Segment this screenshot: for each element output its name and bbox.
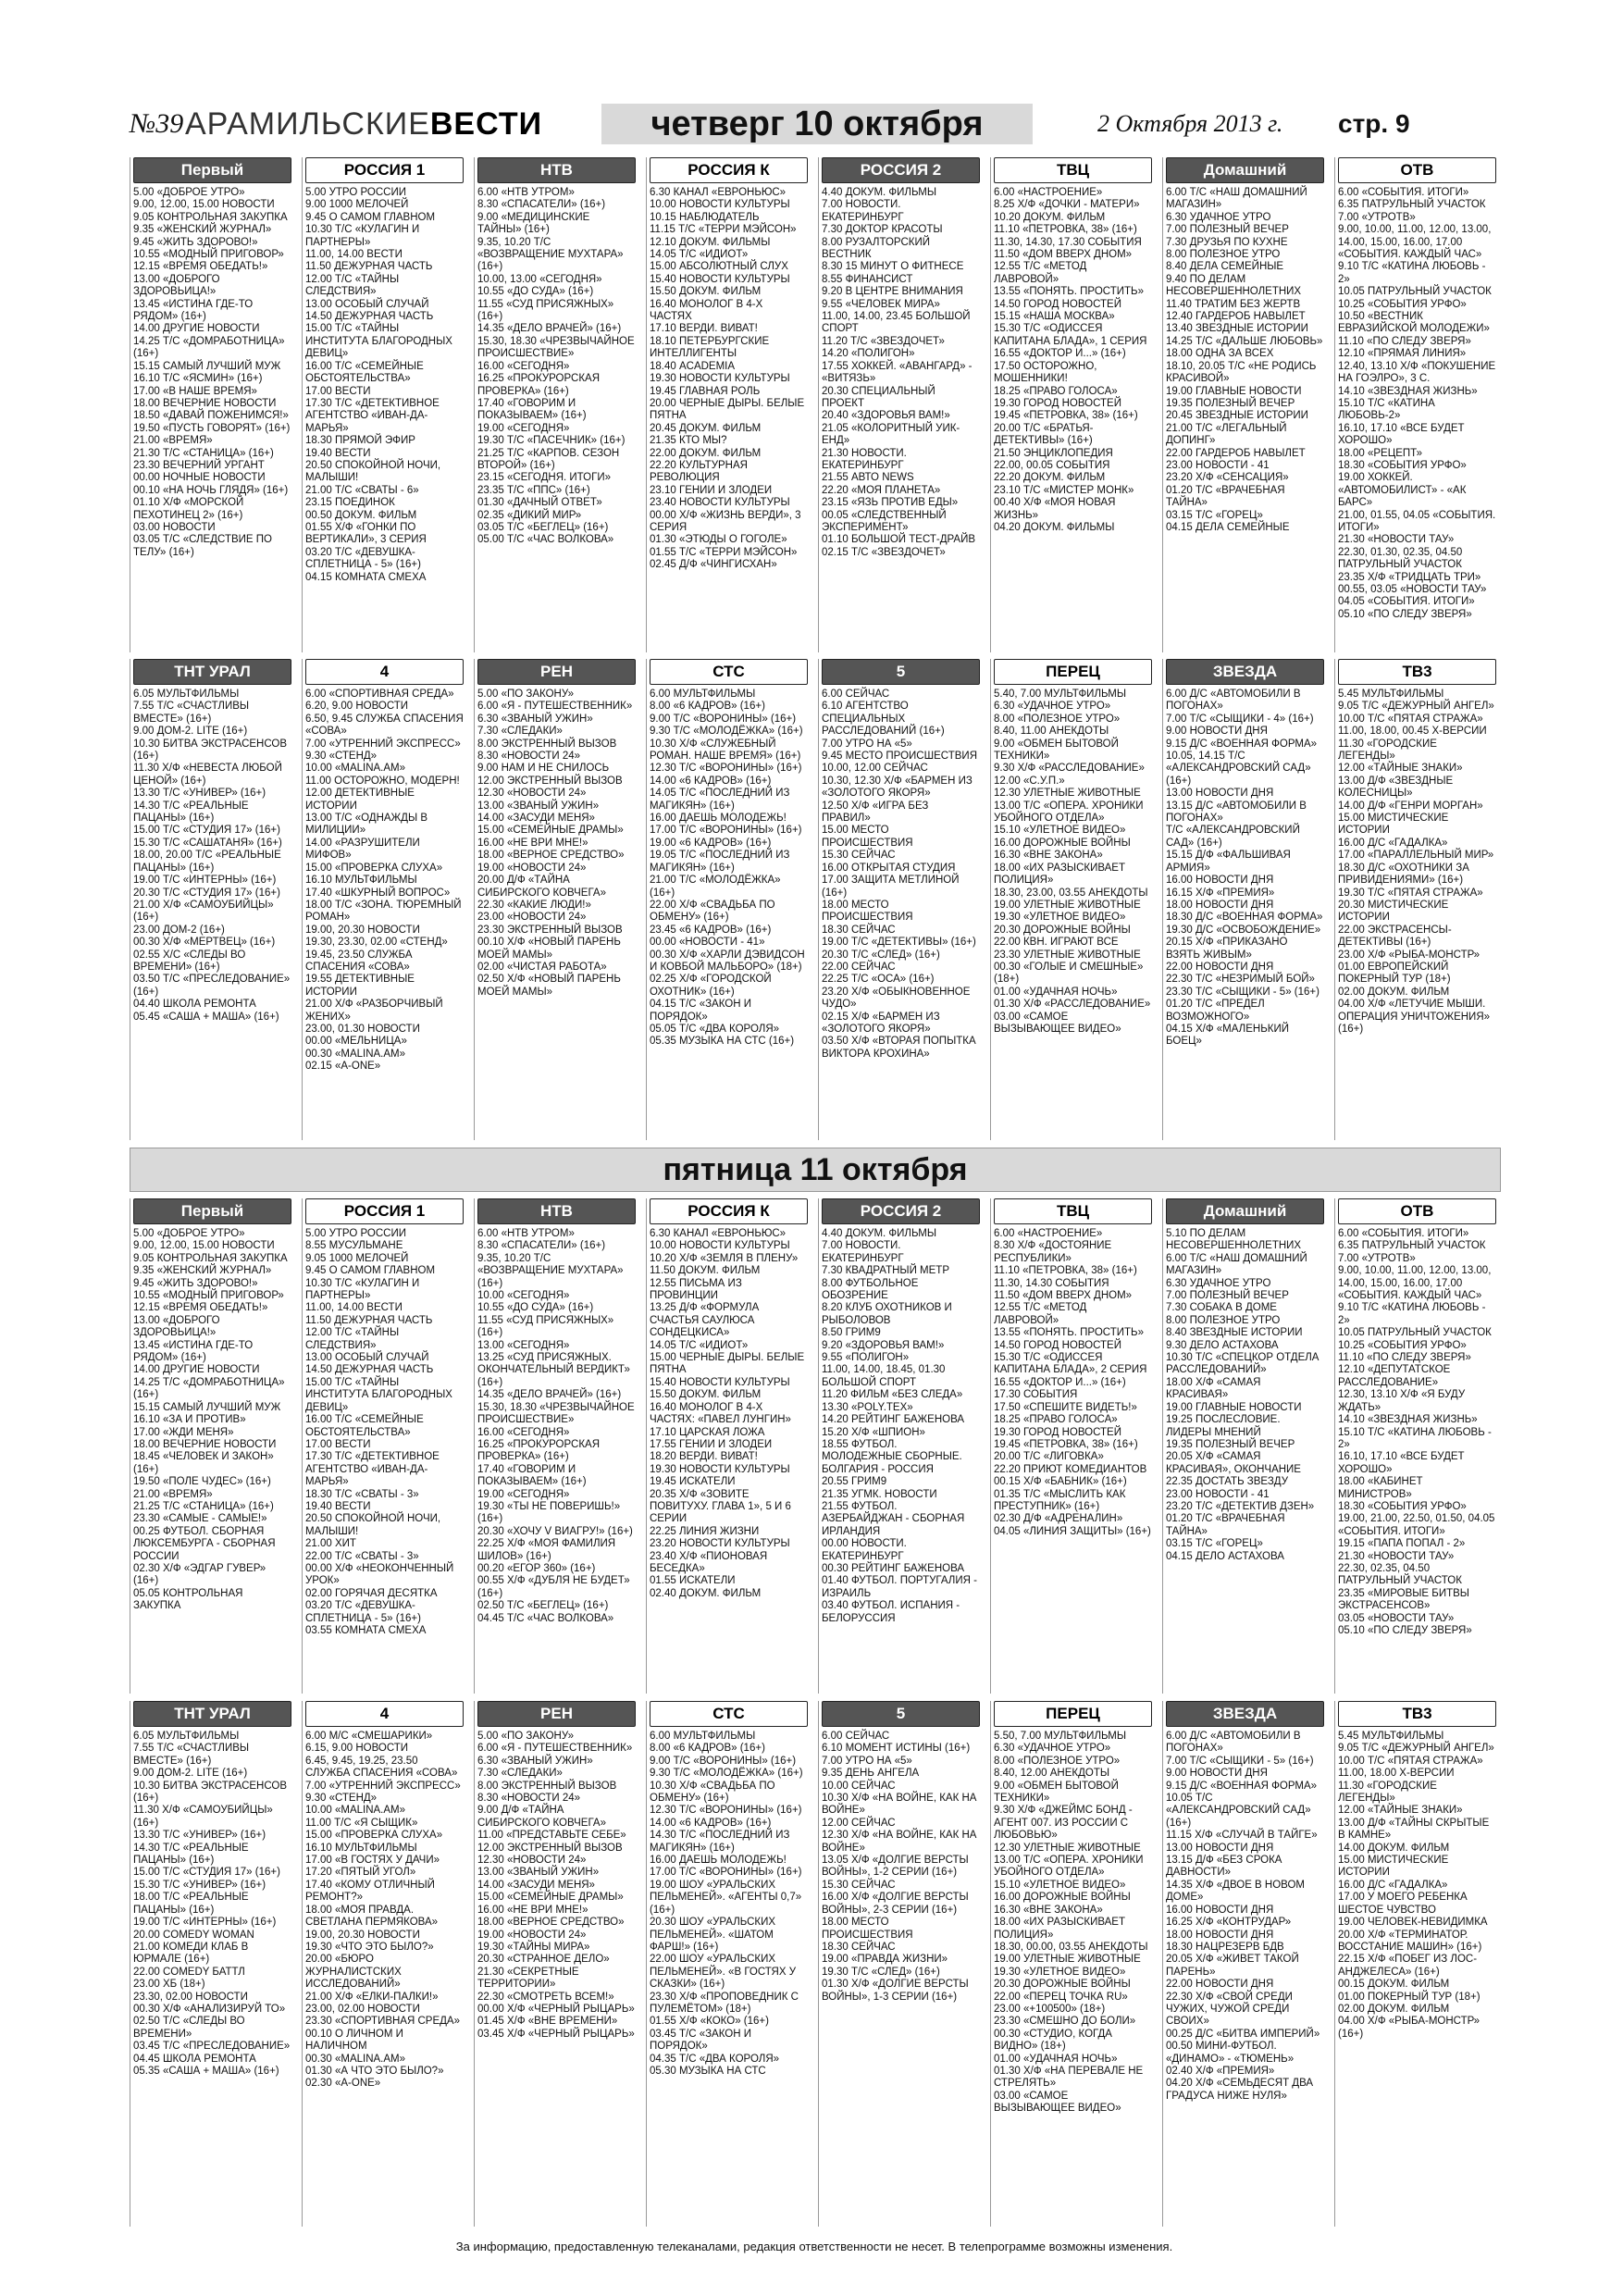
channel-column <box>130 1701 294 2227</box>
channel-logo: 5 <box>822 659 980 685</box>
channel-schedule: 5.00 «ДОБРОЕ УТРО» 9.00, 12.00, 15.00 НОВОСТИ 9.05 КОНТРОЛЬНАЯ ЗАКУПКА 9.35 «ЖЕНСКИЙ ЖУРНАЛ» 9.45 «ЖИТЬ ЗДОРОВО!» 10.55 «МОДНЫЙ ПРИГОВОР» 12.15 «ВРЕМЯ ОБЕДАТЬ!» 13.00 «ДОБРОГО ЗДОРОВЬИЦА!» 13.45 «ИСТИНА ГДЕ-ТО РЯДОМ» (16+) 14.00 ДРУГИЕ НОВОСТИ 14.25 Т/С «ДОМРАБОТНИЦА» (16+) 15.15 САМЫЙ ЛУЧШИЙ МУЖ 16.10 «ЗА И ПРОТИВ» 17.00 «ЖДИ МЕНЯ» 18.00 ВЕЧЕРНИЕ НОВОСТИ 18.45 «ЧЕЛОВЕК И ЗАКОН» (16+) 19.50 «ПОЛЕ ЧУДЕС» (16+) 21.00 «ВРЕМЯ» 21.25 Т/С «СТАНИЦА» (16+) 23.30 «САМЫЕ - САМЫЕ!» 00.25 ФУТБОЛ. СБОРНАЯ ЛЮКСЕМБУРГА - СБОРНАЯ РОССИИ 02.30 Х/Ф «ЭДГАР ГУВЕР» (16+) 05.05 КОНТРОЛЬНАЯ ЗАКУПКА <box>133 1228 288 1612</box>
channel-schedule: 6.00 МУЛЬТФИЛЬМЫ 8.00 «6 КАДРОВ» (16+) 9.00 Т/С «ВОРОНИНЫ» (16+) 9.30 Т/С «МОЛОДЁЖКА» (16+) 10.30 Х/Ф «СЛУЖЕБНЫЙ РОМАН. НАШЕ ВРЕМЯ» (16+) 12.30 Т/С «ВОРОНИНЫ» (16+) 14.00 «6 КАДРОВ» (16+) 14.05 Т/С «ПОСЛЕДНИЙ ИЗ МАГИКЯН» (16+) 16.00 ДАЕШЬ МОЛОДЕЖЬ! 17.00 Т/С «ВОРОНИНЫ» (16+) 19.00 «6 КАДРОВ» (16+) 19.05 Т/С «ПОСЛЕДНИЙ ИЗ МАГИКЯН» (16+) 21.00 Т/С «МОЛОДЁЖКА» (16+) 22.00 Х/Ф «СВАДЬБА ПО ОБМЕНУ» (16+) 23.45 «6 КАДРОВ» (16+) 00.00 «НОВОСТИ - 41» 00.30 Х/Ф «ХАРЛИ ДЭВИДСОН И КОВБОЙ МАЛЬБОРО» (18+) 02.25 Х/Ф «ГОРОДСКОЙ ОХОТНИК» (16+) 04.15 Т/С «ЗАКОН И ПОРЯДОК» 05.05 Т/С «ДВА КОРОЛЯ» 05.35 МУЗЫКА НА СТС (16+) <box>650 689 805 1048</box>
channel-schedule: 5.45 МУЛЬТФИЛЬМЫ 9.05 Т/С «ДЕЖУРНЫЙ АНГЕЛ» 10.00 Т/С «ПЯТАЯ СТРАЖА» 11.00, 18.00 Х-ВЕРСИИ 11.30 «ГОРОДСКИЕ ЛЕГЕНДЫ» 12.00 «ТАЙНЫЕ ЗНАКИ» 13.00 Д/Ф «ТАЙНЫ СКРЫТЫЕ В КАМНЕ» 14.00 ДОКУМ. ФИЛЬМ 15.00 МИСТИЧЕСКИЕ ИСТОРИИ 16.00 Д/С «ГАДАЛКА» 17.00 У МОЕГО РЕБЕНКА ШЕСТОЕ ЧУВСТВО 19.00 ЧЕЛОВЕК-НЕВИДИМКА 20.00 Х/Ф «ТЕРМИНАТОР. ВОССТАНИЕ МАШИН» (16+) 22.15 Х/Ф «ПОБЕГ ИЗ ЛОС-АНДЖЕЛЕСА» (16+) 00.15 ДОКУМ. ФИЛЬМ 01.00 ПОКЕРНЫЙ ТУР (18+) 02.00 ДОКУМ. ФИЛЬМ 04.00 Х/Ф «РЫБА-МОНСТР» (16+) <box>1338 1731 1494 2040</box>
channel-column <box>646 1198 811 1694</box>
channel-logo: ЗВЕЗДА <box>1166 1701 1324 1727</box>
channel-schedule: 5.10 ПО ДЕЛАМ НЕСОВЕРШЕННОЛЕТНИХ 6.00 Т/С «НАШ ДОМАШНИЙ МАГАЗИН» 6.30 УДАЧНОЕ УТРО 7.00 ПОЛЕЗНЫЙ ВЕЧЕР 7.30 СОБАКА В ДОМЕ 8.00 ПОЛЕЗНОЕ УТРО 8.40 ЗВЕЗДНЫЕ ИСТОРИИ 9.30 ДЕЛО АСТАХОВА 10.30 Т/С «СПЕЦКОР ОТДЕЛА РАССЛЕДОВАНИЙ» 18.00 Х/Ф «САМАЯ КРАСИВАЯ» 19.00 ГЛАВНЫЕ НОВОСТИ 19.25 ПОСЛЕСЛОВИЕ. ЛИДЕРЫ МНЕНИЙ 19.35 ПОЛЕЗНЫЙ ВЕЧЕР 20.05 Х/Ф «САМАЯ КРАСИВАЯ», ОКОНЧАНИЕ 22.35 ДОСТАТЬ ЗВЕЗДУ 23.00 НОВОСТИ - 41 23.20 Т/С «ДЕТЕКТИВ ДЗЕН» 01.20 Т/С «ВРАЧЕБНАЯ ТАЙНА» 03.15 Т/С «ГОРЕЦ» 04.15 ДЕЛО АСТАХОВА <box>1166 1228 1319 1562</box>
channel-logo: РОССИЯ 2 <box>822 1198 980 1224</box>
channel-column <box>1162 659 1327 1140</box>
channel-column <box>1162 157 1327 652</box>
channel-schedule: 6.00 «СОБЫТИЯ. ИТОГИ» 6.35 ПАТРУЛЬНЫЙ УЧАСТОК 7.00 «УТРОТВ» 9.00, 10.00, 11.00, 12.00, 13.00, 14.00, 15.00, 16.00, 17.00 «СОБЫТИЯ. КАЖДЫЙ ЧАС» 9.10 Т/С «КАТИНА ЛЮБОВЬ - 2» 10.05 ПАТРУЛЬНЫЙ УЧАСТОК 10.25 «СОБЫТИЯ УРФО» 11.10 «ПО СЛЕДУ ЗВЕРЯ» 12.10 «ДЕПУТАТСКОЕ РАССЛЕДОВАНИЕ» 12.30, 13.10 Х/Ф «Я БУДУ ЖДАТЬ» 14.10 «ЗВЕЗДНАЯ ЖИЗНЬ» 15.10 Т/С «КАТИНА ЛЮБОВЬ - 2» 16.10, 17.10 «ВСЕ БУДЕТ ХОРОШО» 18.00 «КАБИНЕТ МИНИСТРОВ» 18.30 «СОБЫТИЯ УРФО» 19.00, 21.00, 22.50, 01.50, 04.05 «СОБЫТИЯ. ИТОГИ» 19.15 «ПАПА ПОПАЛ - 2» 21.30 «НОВОСТИ ТАУ» 22.30, 02.35, 04.50 ПАТРУЛЬНЫЙ УЧАСТОК 23.35 «МИРОВЫЕ БИТВЫ ЭКСТРАСЕНСОВ» 03.05 «НОВОСТИ ТАУ» 05.10 «ПО СЛЕДУ ЗВЕРЯ» <box>1338 1228 1495 1636</box>
channel-logo: ТНТ УРАЛ <box>133 659 291 685</box>
channel-logo: Домашний <box>1166 157 1324 183</box>
newspaper-title-b: ВЕСТИ <box>429 105 543 142</box>
channel-column <box>818 659 983 1140</box>
channel-column <box>990 659 1155 1140</box>
thursday-bottom-channels <box>130 659 1499 1140</box>
friday-top-channels <box>130 1198 1499 1694</box>
thursday-top-channels <box>130 157 1499 652</box>
footer-note: За информацию, предоставленную телеканалами, редакция ответственности не несет. В телепрограмме возможны изменения. <box>455 2240 1173 2253</box>
channel-column <box>130 157 294 652</box>
channel-column <box>302 157 466 652</box>
day-heading: четверг 10 октября <box>601 104 1033 144</box>
channel-logo: ОТВ <box>1338 157 1496 183</box>
friday-bottom-channels <box>130 1701 1499 2227</box>
channel-logo: Первый <box>133 1198 291 1224</box>
channel-logo: РЕН <box>477 659 636 685</box>
channel-schedule: 5.00 «ДОБРОЕ УТРО» 9.00, 12.00, 15.00 НОВОСТИ 9.05 КОНТРОЛЬНАЯ ЗАКУПКА 9.35 «ЖЕНСКИЙ ЖУРНАЛ» 9.45 «ЖИТЬ ЗДОРОВО!» 10.55 «МОДНЫЙ ПРИГОВОР» 12.15 «ВРЕМЯ ОБЕДАТЬ!» 13.00 «ДОБРОГО ЗДОРОВЬИЦА!» 13.45 «ИСТИНА ГДЕ-ТО РЯДОМ» (16+) 14.00 ДРУГИЕ НОВОСТИ 14.25 Т/С «ДОМРАБОТНИЦА» (16+) 15.15 САМЫЙ ЛУЧШИЙ МУЖ 16.10 Т/С «ЯСМИН» (16+) 17.00 «В НАШЕ ВРЕМЯ» 18.00 ВЕЧЕРНИЕ НОВОСТИ 18.50 «ДАВАЙ ПОЖЕНИМСЯ!» 19.50 «ПУСТЬ ГОВОРЯТ» (16+) 21.00 «ВРЕМЯ» 21.30 Т/С «СТАНИЦА» (16+) 23.30 ВЕЧЕРНИЙ УРГАНТ 00.00 НОЧНЫЕ НОВОСТИ 00.10 «НА НОЧЬ ГЛЯДЯ» (16+) 01.10 Х/Ф «МОРСКОЙ ПЕХОТИНЕЦ 2» (16+) 03.00 НОВОСТИ 03.05 Т/С «СЛЕДСТВИЕ ПО ТЕЛУ» (16+) <box>133 187 291 558</box>
channel-column <box>646 1701 811 2227</box>
channel-column <box>1162 1198 1327 1694</box>
newspaper-title <box>185 106 601 143</box>
channel-schedule: 6.00 «НТВ УТРОМ» 8.30 «СПАСАТЕЛИ» (16+) 9.00 «МЕДИЦИНСКИЕ ТАЙНЫ» (16+) 9.35, 10.20 Т/С «ВОЗВРАЩЕНИЕ МУХТАРА» (16+) 10.00, 13.00 «СЕГОДНЯ» 10.55 «ДО СУДА» (16+) 11.55 «СУД ПРИСЯЖНЫХ» (16+) 14.35 «ДЕЛО ВРАЧЕЙ» (16+) 15.30, 18.30 «ЧРЕЗВЫЧАЙНОЕ ПРОИСШЕСТВИЕ» 16.00 «СЕГОДНЯ» 16.25 «ПРОКУРОРСКАЯ ПРОВЕРКА» (16+) 17.40 «ГОВОРИМ И ПОКАЗЫВАЕМ» (16+) 19.00 «СЕГОДНЯ» 19.30 Т/С «ПАСЕЧНИК» (16+) 21.25 Т/С «КАРПОВ. СЕЗОН ВТОРОЙ» (16+) 23.15 «СЕГОДНЯ. ИТОГИ» 23.35 Т/С «ППС» (16+) 01.30 «ДАЧНЫЙ ОТВЕТ» 02.35 «ДИКИЙ МИР» 03.05 Т/С «БЕГЛЕЦ» (16+) 05.00 Т/С «ЧАС ВОЛКОВА» <box>477 187 635 546</box>
channel-logo: РОССИЯ 1 <box>305 157 464 183</box>
channel-logo: ТВЦ <box>994 1198 1152 1224</box>
channel-column <box>1334 659 1499 1140</box>
channel-schedule: 5.00 «ПО ЗАКОНУ» 6.00 «Я - ПУТЕШЕСТВЕННИК» 6.30 «ЗВАНЫЙ УЖИН» 7.30 «СЛЕДАКИ» 8.00 ЭКСТРЕННЫЙ ВЫЗОВ 8.30 «НОВОСТИ 24» 9.00 НАМ И НЕ СНИЛОСЬ 12.00 ЭКСТРЕННЫЙ ВЫЗОВ 12.30 «НОВОСТИ 24» 13.00 «ЗВАНЫЙ УЖИН» 14.00 «ЗАСУДИ МЕНЯ» 15.00 «СЕМЕЙНЫЕ ДРАМЫ» 16.00 «НЕ ВРИ МНЕ!» 18.00 «ВЕРНОЕ СРЕДСТВО» 19.00 «НОВОСТИ 24» 20.00 Д/Ф «ТАЙНА СИБИРСКОГО КОВЧЕГА» 22.30 «КАКИЕ ЛЮДИ!» 23.00 «НОВОСТИ 24» 23.30 ЭКСТРЕННЫЙ ВЫЗОВ 00.10 Х/Ф «НОВЫЙ ПАРЕНЬ МОЕЙ МАМЫ» 02.00 «ЧИСТАЯ РАБОТА» 02.50 Х/Ф «НОВЫЙ ПАРЕНЬ МОЕЙ МАМЫ» <box>477 689 633 998</box>
channel-logo: 4 <box>305 1701 464 1727</box>
channel-column <box>990 1701 1155 2227</box>
channel-schedule: 6.00 МУЛЬТФИЛЬМЫ 8.00 «6 КАДРОВ» (16+) 9.00 Т/С «ВОРОНИНЫ» (16+) 9.30 Т/С «МОЛОДЁЖКА» (16+) 10.30 Х/Ф «СВАДЬБА ПО ОБМЕНУ» (16+) 12.30 Т/С «ВОРОНИНЫ» (16+) 14.00 «6 КАДРОВ» (16+) 14.30 Т/С «ПОСЛЕДНИЙ ИЗ МАГИКЯН» (16+) 16.00 ДАЕШЬ МОЛОДЕЖЬ! 17.00 Т/С «ВОРОНИНЫ» (16+) 19.00 ШОУ «УРАЛЬСКИХ ПЕЛЬМЕНЕЙ». «АГЕНТЫ 0,7» (16+) 20.30 ШОУ «УРАЛЬСКИХ ПЕЛЬМЕНЕЙ». «ШАТОМ ФАРШ!» (16+) 22.00 ШОУ «УРАЛЬСКИХ ПЕЛЬМЕНЕЙ». «В ГОСТЯХ У СКАЗКИ» (16+) 23.30 Х/Ф «ПРОПОВЕДНИК С ПУЛЕМЁТОМ» (18+) 01.55 Х/Ф «КОКО» (16+) 03.45 Т/С «ЗАКОН И ПОРЯДОК» 04.35 Т/С «ДВА КОРОЛЯ» 05.30 МУЗЫКА НА СТС <box>650 1731 803 2077</box>
channel-logo: СТС <box>650 1701 808 1727</box>
channel-logo: ТНТ УРАЛ <box>133 1701 291 1727</box>
issue-number: №39 <box>130 108 184 139</box>
channel-column <box>130 1198 294 1694</box>
channel-logo: ПЕРЕЦ <box>994 659 1152 685</box>
channel-logo: Первый <box>133 157 291 183</box>
channel-schedule: 6.00 СЕЙЧАС 6.10 АГЕНТСТВО СПЕЦИАЛЬНЫХ РАССЛЕДОВАНИЙ (16+) 7.00 УТРО НА «5» 9.45 МЕСТО ПРОИСШЕСТВИЯ 10.00, 12.00 СЕЙЧАС 10.30, 12.30 Х/Ф «БАРМЕН ИЗ «ЗОЛОТОГО ЯКОРЯ» 12.50 Х/Ф «ИГРА БЕЗ ПРАВИЛ» 15.00 МЕСТО ПРОИСШЕСТВИЯ 15.30 СЕЙЧАС 16.00 ОТКРЫТАЯ СТУДИЯ 17.00 ЗАЩИТА МЕТЛИНОЙ (16+) 18.00 МЕСТО ПРОИСШЕСТВИЯ 18.30 СЕЙЧАС 19.00 Т/С «ДЕТЕКТИВЫ» (16+) 20.30 Т/С «СЛЕД» (16+) 22.00 СЕЙЧАС 22.25 Т/С «ОСА» (16+) 23.20 Х/Ф «ОБЫКНОВЕННОЕ ЧУДО» 02.15 Х/Ф «БАРМЕН ИЗ «ЗОЛОТОГО ЯКОРЯ» 03.50 Х/Ф «ВТОРАЯ ПОПЫТКА ВИКТОРА КРОХИНА» <box>822 689 977 1060</box>
channel-logo: РОССИЯ 2 <box>822 157 980 183</box>
channel-column <box>1162 1701 1327 2227</box>
channel-column <box>1334 1701 1499 2227</box>
channel-schedule: 6.05 МУЛЬТФИЛЬМЫ 7.55 Т/С «СЧАСТЛИВЫ ВМЕСТЕ» (16+) 9.00 ДОМ-2. LITE (16+) 10.30 БИТВА ЭКСТРАСЕНСОВ (16+) 11.30 Х/Ф «НЕВЕСТА ЛЮБОЙ ЦЕНОЙ» (16+) 13.30 Т/С «УНИВЕР» (16+) 14.30 Т/С «РЕАЛЬНЫЕ ПАЦАНЫ» (16+) 15.00 Т/С «СТУДИЯ 17» (16+) 15.30 Т/С «САШАТАНЯ» (16+) 18.00, 20.00 Т/С «РЕАЛЬНЫЕ ПАЦАНЫ» (16+) 19.00 Т/С «ИНТЕРНЫ» (16+) 20.30 Т/С «СТУДИЯ 17» (16+) 21.00 Х/Ф «САМОУБИЙЦЫ» (16+) 23.00 ДОМ-2 (16+) 00.30 Х/Ф «МЕРТВЕЦ» (16+) 02.55 Х/С «СЛЕДЫ ВО ВРЕМЕНИ» (16+) 03.50 Т/С «ПРЕСЛЕДОВАНИЕ» (16+) 04.40 ШКОЛА РЕМОНТА 05.45 «САША + МАША» (16+) <box>133 689 291 1023</box>
channel-column <box>474 1198 638 1694</box>
page-number: стр. 9 <box>1338 109 1410 138</box>
channel-schedule: 5.50, 7.00 МУЛЬТФИЛЬМЫ 6.30 «УДАЧНОЕ УТРО» 8.00 «ПОЛЕЗНОЕ УТРО» 8.40, 12.00 АНЕКДОТЫ 9.00 «ОБМЕН БЫТОВОЙ ТЕХНИКИ» 9.30 Х/Ф «ДЖЕЙМС БОНД - АГЕНТ 007. ИЗ РОССИИ С ЛЮБОВЬЮ» 12.30 УЛЕТНЫЕ ЖИВОТНЫЕ 13.00 Т/С «ОПЕРА. ХРОНИКИ УБОЙНОГО ОТДЕЛА» 15.10 «УЛЕТНОЕ ВИДЕО» 16.00 ДОРОЖНЫЕ ВОЙНЫ 16.30 «ВНЕ ЗАКОНА» 18.00 «ИХ РАЗЫСКИВАЕТ ПОЛИЦИЯ» 18.30, 00.00, 03.55 АНЕКДОТЫ 19.00 УЛЕТНЫЕ ЖИВОТНЫЕ 19.30 «УЛЕТНОЕ ВИДЕО» 20.30 ДОРОЖНЫЕ ВОЙНЫ 22.00 «ПЕРЕЦ ТОЧКА RU» 23.00 «+100500» (18+) 23.30 «СМЕШНО ДО БОЛИ» 00.30 «СТУДИО, КОГДА ВИДНО» (18+) 01.00 «УДАЧНАЯ НОЧЬ» 01.30 Х/Ф «НА ПЕРЕВАЛЕ НЕ СТРЕЛЯТЬ» 03.00 «САМОЕ ВЫЗЫВАЮЩЕЕ ВИДЕО» <box>994 1731 1148 2115</box>
channel-schedule: 5.00 УТРО РОССИИ 9.00 1000 МЕЛОЧЕЙ 9.45 О САМОМ ГЛАВНОМ 10.30 Т/С «КУЛАГИН И ПАРТНЕРЫ» 11.00, 14.00 ВЕСТИ 11.50 ДЕЖУРНАЯ ЧАСТЬ 12.00 Т/С «ТАЙНЫ СЛЕДСТВИЯ» 13.00 ОСОБЫЙ СЛУЧАЙ 14.50 ДЕЖУРНАЯ ЧАСТЬ 15.00 Т/С «ТАЙНЫ ИНСТИТУТА БЛАГОРОДНЫХ ДЕВИЦ» 16.00 Т/С «СЕМЕЙНЫЕ ОБСТОЯТЕЛЬСТВА» 17.00 ВЕСТИ 17.30 Т/С «ДЕТЕКТИВНОЕ АГЕНТСТВО «ИВАН-ДА-МАРЬЯ» 18.30 ПРЯМОЙ ЭФИР 19.40 ВЕСТИ 20.50 СПОКОЙНОЙ НОЧИ, МАЛЫШИ! 21.00 Т/С «СВАТЫ - 6» 23.15 ПОЕДИНОК 00.50 ДОКУМ. ФИЛЬМ 01.55 Х/Ф «ГОНКИ ПО ВЕРТИКАЛИ», 3 СЕРИЯ 03.20 Т/С «ДЕВУШКА-СПЛЕТНИЦА - 5» (16+) 04.15 КОМНАТА СМЕХА <box>305 187 452 583</box>
channel-schedule: 5.45 МУЛЬТФИЛЬМЫ 9.05 Т/С «ДЕЖУРНЫЙ АНГЕЛ» 10.00 Т/С «ПЯТАЯ СТРАЖА» 11.00, 18.00, 00.45 Х-ВЕРСИИ 11.30 «ГОРОДСКИЕ ЛЕГЕНДЫ» 12.00 «ТАЙНЫЕ ЗНАКИ» 13.00 Д/Ф «ЗВЕЗДНЫЕ КОЛЕСНИЦЫ» 14.00 Д/Ф «ГЕНРИ МОРГАН» 15.00 МИСТИЧЕСКИЕ ИСТОРИИ 16.00 Д/С «ГАДАЛКА» 17.00 «ПАРАЛЛЕЛЬНЫЙ МИР» 18.30 Д/С «ОХОТНИКИ ЗА ПРИВИДЕНИЯМИ» (16+) 19.30 Т/С «ПЯТАЯ СТРАЖА» 20.30 МИСТИЧЕСКИЕ ИСТОРИИ 22.00 ЭКСТРАСЕНСЫ-ДЕТЕКТИВЫ (16+) 23.00 Х/Ф «РЫБА-МОНСТР» 01.00 ЕВРОПЕЙСКИЙ ПОКЕРНЫЙ ТУР (18+) 02.00 ДОКУМ. ФИЛЬМ 04.00 Х/Ф «ЛЕТУЧИЕ МЫШИ. ОПЕРАЦИЯ УНИЧТОЖЕНИЯ» (16+) <box>1338 689 1494 1035</box>
newspaper-title-a: АРАМИЛЬСКИЕ <box>185 105 430 142</box>
channel-schedule: 6.00 «НТВ УТРОМ» 8.30 «СПАСАТЕЛИ» (16+) 9.35, 10.20 Т/С «ВОЗВРАЩЕНИЕ МУХТАРА» (16+) 10.00 «СЕГОДНЯ» 10.55 «ДО СУДА» (16+) 11.55 «СУД ПРИСЯЖНЫХ» (16+) 13.00 «СЕГОДНЯ» 13.25 «СУД ПРИСЯЖНЫХ. ОКОНЧАТЕЛЬНЫЙ ВЕРДИКТ» (16+) 14.35 «ДЕЛО ВРАЧЕЙ» (16+) 15.30, 18.30 «ЧРЕЗВЫЧАЙНОЕ ПРОИСШЕСТВИЕ» 16.00 «СЕГОДНЯ» 16.25 «ПРОКУРОРСКАЯ ПРОВЕРКА» (16+) 17.40 «ГОВОРИМ И ПОКАЗЫВАЕМ» (16+) 19.00 «СЕГОДНЯ» 19.30 «ТЫ НЕ ПОВЕРИШЬ!» (16+) 20.30 «ХОЧУ V ВИАГРУ!» (16+) 22.25 Х/Ф «МОЯ ФАМИЛИЯ ШИЛОВ» (16+) 00.20 «ЕГОР 360» (16+) 00.55 Х/Ф «ДУБЛЯ НЕ БУДЕТ» (16+) 02.50 Т/С «БЕГЛЕЦ» (16+) 04.45 Т/С «ЧАС ВОЛКОВА» <box>477 1228 635 1624</box>
channel-logo: 5 <box>822 1701 980 1727</box>
channel-column <box>474 659 638 1140</box>
channel-logo: СТС <box>650 659 808 685</box>
channel-logo: РОССИЯ К <box>650 157 808 183</box>
channel-schedule: 4.40 ДОКУМ. ФИЛЬМЫ 7.00 НОВОСТИ. ЕКАТЕРИНБУРГ 7.30 ДОКТОР КРАСОТЫ 8.00 РУЗАЛТОРСКИЙ ВЕСТНИК 8.30 15 МИНУТ О ФИТНЕСЕ 8.55 ФИНАНСИСТ 9.20 В ЦЕНТРЕ ВНИМАНИЯ 9.55 «ЧЕЛОВЕК МИРА» 11.00, 14.00, 23.45 БОЛЬШОЙ СПОРТ 11.20 Т/С «ЗВЕЗДОЧЕТ» 14.20 «ПОЛИГОН» 17.55 ХОККЕЙ. «АВАНГАРД» - «ВИТЯЗЬ» 20.30 СПЕЦИАЛЬНЫЙ ПРОЕКТ 20.40 «ЗДОРОВЬЯ ВАМ!» 21.05 «КОЛОРИТНЫЙ УИК-ЕНД» 21.30 НОВОСТИ. ЕКАТЕРИНБУРГ 21.55 АВТО NEWS 22.20 «МОЯ ПЛАНЕТА» 23.15 «ЯЗЬ ПРОТИВ ЕДЫ» 00.05 «СЛЕДСТВЕННЫЙ ЭКСПЕРИМЕНТ» 01.10 БОЛЬШОЙ ТЕСТ-ДРАЙВ 02.15 Т/С «ЗВЕЗДОЧЕТ» <box>822 187 976 558</box>
masthead <box>130 104 1499 144</box>
channel-column <box>474 1701 638 2227</box>
channel-logo: ПЕРЕЦ <box>994 1701 1152 1727</box>
channel-column <box>646 659 811 1140</box>
channel-column <box>130 659 294 1140</box>
channel-schedule: 6.00 СЕЙЧАС 6.10 МОМЕНТ ИСТИНЫ (16+) 7.00 УТРО НА «5» 9.35 ДЕНЬ АНГЕЛА 10.00 СЕЙЧАС 10.30 Х/Ф «НА ВОЙНЕ, КАК НА ВОЙНЕ» 12.00 СЕЙЧАС 12.30 Х/Ф «НА ВОЙНЕ, КАК НА ВОЙНЕ» 13.05 Х/Ф «ДОЛГИЕ ВЕРСТЫ ВОЙНЫ», 1-2 СЕРИИ (16+) 15.30 СЕЙЧАС 16.00 Х/Ф «ДОЛГИЕ ВЕРСТЫ ВОЙНЫ», 2-3 СЕРИИ (16+) 18.00 МЕСТО ПРОИСШЕСТВИЯ 18.30 СЕЙЧАС 19.00 «ПРАВДА ЖИЗНИ» 19.30 Т/С «СЛЕД» (16+) 01.30 Х/Ф «ДОЛГИЕ ВЕРСТЫ ВОЙНЫ», 1-3 СЕРИИ (16+) <box>822 1731 977 2003</box>
channel-column <box>302 1198 466 1694</box>
channel-column <box>818 1701 983 2227</box>
channel-schedule: 6.30 КАНАЛ «ЕВРОНЬЮС» 10.00 НОВОСТИ КУЛЬТУРЫ 10.15 НАБЛЮДАТЕЛЬ 11.15 Т/С «ТЕРРИ МЭЙСОН» 12.10 ДОКУМ. ФИЛЬМЫ 14.05 Т/С «ИДИОТ» 15.00 АБСОЛЮТНЫЙ СЛУХ 15.40 НОВОСТИ КУЛЬТУРЫ 15.50 ДОКУМ. ФИЛЬМ 16.40 МОНОЛОГ В 4-Х ЧАСТЯХ 17.10 ВЕРДИ. ВИВАТ! 18.10 ПЕТЕРБУРГСКИЕ ИНТЕЛЛИГЕНТЫ 18.40 ACADEMIA 19.30 НОВОСТИ КУЛЬТУРЫ 19.45 ГЛАВНАЯ РОЛЬ 20.00 ЧЕРНЫЕ ДЫРЫ. БЕЛЫЕ ПЯТНА 20.45 ДОКУМ. ФИЛЬМ 21.35 КТО МЫ? 22.00 ДОКУМ. ФИЛЬМ 22.20 КУЛЬТУРНАЯ РЕВОЛЮЦИЯ 23.10 ГЕНИИ И ЗЛОДЕИ 23.40 НОВОСТИ КУЛЬТУРЫ 00.00 Х/Ф «ЖИЗНЬ ВЕРДИ», 3 СЕРИЯ 01.30 «ЭТЮДЫ О ГОГОЛЕ» 01.55 Т/С «ТЕРРИ МЭЙСОН» 02.45 Д/Ф «ЧИНГИСХАН» <box>650 187 805 571</box>
channel-column <box>474 157 638 652</box>
channel-logo: РЕН <box>477 1701 636 1727</box>
channel-logo: РОССИЯ 1 <box>305 1198 464 1224</box>
channel-schedule: 6.00 Д/С «АВТОМОБИЛИ В ПОГОНАХ» 7.00 Т/С «СЫЩИКИ - 4» (16+) 9.00 НОВОСТИ ДНЯ 9.15 Д/С «ВОЕННАЯ ФОРМА» 10.05, 14.15 Т/С «АЛЕКСАНДРОВСКИЙ САД» (16+) 13.00 НОВОСТИ ДНЯ 13.15 Д/С «АВТОМОБИЛИ В ПОГОНАХ» Т/С «АЛЕКСАНДРОВСКИЙ САД» (16+) 15.15 Д/Ф «ФАЛЬШИВАЯ АРМИЯ» 16.00 НОВОСТИ ДНЯ 16.15 Х/Ф «ПРЕМИЯ» 18.00 НОВОСТИ ДНЯ 18.30 Д/С «ВОЕННАЯ ФОРМА» 19.30 Д/С «ОСВОБОЖДЕНИЕ» 20.15 Х/Ф «ПРИКАЗАНО ВЗЯТЬ ЖИВЫМ» 22.00 НОВОСТИ ДНЯ 22.30 Т/С «НЕЗРИМЫЙ БОЙ» 23.30 Т/С «СЫЩИКИ - 5» (16+) 01.20 Т/С «ПРЕДЕЛ ВОЗМОЖНОГО» 04.15 Х/Ф «МАЛЕНЬКИЙ БОЕЦ» <box>1166 689 1323 1048</box>
channel-schedule: 6.05 МУЛЬТФИЛЬМЫ 7.55 Т/С «СЧАСТЛИВЫ ВМЕСТЕ» (16+) 9.00 ДОМ-2. LITE (16+) 10.30 БИТВА ЭКСТРАСЕНСОВ (16+) 11.30 Х/Ф «САМОУБИЙЦЫ» (16+) 13.30 Т/С «УНИВЕР» (16+) 14.30 Т/С «РЕАЛЬНЫЕ ПАЦАНЫ» (16+) 15.00 Т/С «СТУДИЯ 17» (16+) 15.30 Т/С «УНИВЕР» (16+) 18.00 Т/С «РЕАЛЬНЫЕ ПАЦАНЫ» (16+) 19.00 Т/С «ИНТЕРНЫ» (16+) 20.00 COMEDY WOMAN 21.00 КОМЕДИ КЛАБ В ЮРМАЛЕ (16+) 22.00 COMEDY БАТТЛ 23.00 ХБ (18+) 23.30, 02.00 НОВОСТИ 00.30 Х/Ф «АНАЛИЗИРУЙ ТО» 02.50 Т/С «СЛЕДЫ ВО ВРЕМЕНИ» 03.45 Т/С «ПРЕСЛЕДОВАНИЕ» 04.45 ШКОЛА РЕМОНТА 05.35 «САША + МАША» (16+) <box>133 1731 291 2077</box>
channel-column <box>818 157 983 652</box>
channel-schedule: 6.00 «НАСТРОЕНИЕ» 8.25 Х/Ф «ДОЧКИ - МАТЕРИ» 10.20 ДОКУМ. ФИЛЬМ 11.10 «ПЕТРОВКА, 38» (16+) 11.30, 14.30, 17.30 СОБЫТИЯ 11.50 «ДОМ ВВЕРХ ДНОМ» 12.55 Т/С «МЕТОД ЛАВРОВОЙ» 13.55 «ПОНЯТЬ. ПРОСТИТЬ» 14.50 ГОРОД НОВОСТЕЙ 15.15 «НАША МОСКВА» 15.30 Т/С «ОДИССЕЯ КАПИТАНА БЛАДА», 1 СЕРИЯ 16.55 «ДОКТОР И...» (16+) 17.50 ОСТОРОЖНО, МОШЕННИКИ! 18.25 «ПРАВО ГОЛОСА» 19.30 ГОРОД НОВОСТЕЙ 19.45 «ПЕТРОВКА, 38» (16+) 20.00 Т/С «БРАТЬЯ-ДЕТЕКТИВЫ» (16+) 21.50 ЭНЦИКЛОПЕДИЯ 22.00, 00.05 СОБЫТИЯ 22.20 ДОКУМ. ФИЛЬМ 23.10 Т/С «МИСТЕР МОНК» 00.40 Х/Ф «МОЯ НОВАЯ ЖИЗНЬ» 04.20 ДОКУМ. ФИЛЬМЫ <box>994 187 1147 533</box>
channel-logo: ОТВ <box>1338 1198 1496 1224</box>
channel-logo: Домашний <box>1166 1198 1324 1224</box>
channel-column <box>302 1701 466 2227</box>
channel-schedule: 4.40 ДОКУМ. ФИЛЬМЫ 7.00 НОВОСТИ. ЕКАТЕРИНБУРГ 7.30 КВАДРАТНЫЙ МЕТР 8.00 ФУТБОЛЬНОЕ ОБОЗРЕНИЕ 8.20 КЛУБ ОХОТНИКОВ И РЫБОЛОВОВ 8.50 ГРИМ9 9.20 «ЗДОРОВЬЯ ВАМ!» 9.55 «ПОЛИГОН» 11.00, 14.00, 18.45, 01.30 БОЛЬШОЙ СПОРТ 11.20 ФИЛЬМ «БЕЗ СЛЕДА» 13.30 «POLY.TEX» 14.20 РЕЙТИНГ БАЖЕНОВА 15.20 Х/Ф «ШПИОН» 18.55 ФУТБОЛ. МОЛОДЕЖНЫЕ СБОРНЫЕ. БОЛГАРИЯ - РОССИЯ 20.55 ГРИМ9 21.35 УГМК. НОВОСТИ 21.55 ФУТБОЛ. АЗЕРБАЙДЖАН - СБОРНАЯ ИРЛАНДИЯ 00.00 НОВОСТИ. ЕКАТЕРИНБУРГ 00.30 РЕЙТИНГ БАЖЕНОВА 01.40 ФУТБОЛ. ПОРТУГАЛИЯ - ИЗРАИЛЬ 03.40 ФУТБОЛ. ИСПАНИЯ - БЕЛОРУССИЯ <box>822 1228 977 1624</box>
channel-schedule: 6.00 Т/С «НАШ ДОМАШНИЙ МАГАЗИН» 6.30 УДАЧНОЕ УТРО 7.00 ПОЛЕЗНЫЙ ВЕЧЕР 7.30 ДРУЗЬЯ ПО КУХНЕ 8.00 ПОЛЕЗНОЕ УТРО 8.40 ДЕЛА СЕМЕЙНЫЕ 9.40 ПО ДЕЛАМ НЕСОВЕРШЕННОЛЕТНИХ 11.40 ТРАТИМ БЕЗ ЖЕРТВ 12.40 ГАРДЕРОБ НАВЫЛЕТ 13.40 ЗВЕЗДНЫЕ ИСТОРИИ 14.25 Т/С «ДАЛЬШЕ ЛЮБОВЬ» 18.00 ОДНА ЗА ВСЕХ 18.10, 20.05 Т/С «НЕ РОДИСЬ КРАСИВОЙ» 19.00 ГЛАВНЫЕ НОВОСТИ 19.35 ПОЛЕЗНЫЙ ВЕЧЕР 20.45 ЗВЕЗДНЫЕ ИСТОРИИ 21.00 Т/С «ЛЕГАЛЬНЫЙ ДОПИНГ» 22.00 ГАРДЕРОБ НАВЫЛЕТ 23.00 НОВОСТИ - 41 23.20 Х/Ф «СЕНСАЦИЯ» 01.20 Т/С «ВРАЧЕБНАЯ ТАЙНА» 03.15 Т/С «ГОРЕЦ» 04.15 ДЕЛА СЕМЕЙНЫЕ <box>1166 187 1323 533</box>
channel-schedule: 5.00 «ПО ЗАКОНУ» 6.00 «Я - ПУТЕШЕСТВЕННИК» 6.30 «ЗВАНЫЙ УЖИН» 7.30 «СЛЕДАКИ» 8.00 ЭКСТРЕННЫЙ ВЫЗОВ 8.30 «НОВОСТИ 24» 9.00 Д/Ф «ТАЙНА СИБИРСКОГО КОВЧЕГА» 11.00 «ПРЕДСТАВЬТЕ СЕБЕ» 12.00 ЭКСТРЕННЫЙ ВЫЗОВ 12.30 «НОВОСТИ 24» 13.00 «ЗВАНЫЙ УЖИН» 14.00 «ЗАСУДИ МЕНЯ» 15.00 «СЕМЕЙНЫЕ ДРАМЫ» 16.00 «НЕ ВРИ МНЕ!» 18.00 «ВЕРНОЕ СРЕДСТВО» 19.00 «НОВОСТИ 24» 19.30 «ТАЙНЫ МИРА» 20.30 «СТРАННОЕ ДЕЛО» 21.30 «СЕКРЕТНЫЕ ТЕРРИТОРИИ» 22.30 «СМОТРЕТЬ ВСЕМ!» 00.00 Х/Ф «ЧЕРНЫЙ РЫЦАРЬ» 01.45 Х/Ф «ВНЕ ВРЕМЕНИ» 03.45 Х/Ф «ЧЕРНЫЙ РЫЦАРЬ» <box>477 1731 635 2040</box>
channel-schedule: 6.00 «СОБЫТИЯ. ИТОГИ» 6.35 ПАТРУЛЬНЫЙ УЧАСТОК 7.00 «УТРОТВ» 9.00, 10.00, 11.00, 12.00, 13.00, 14.00, 15.00, 16.00, 17.00 «СОБЫТИЯ. КАЖДЫЙ ЧАС» 9.10 Т/С «КАТИНА ЛЮБОВЬ - 2» 10.05 ПАТРУЛЬНЫЙ УЧАСТОК 10.25 «СОБЫТИЯ УРФО» 10.50 «ВЕСТНИК ЕВРАЗИЙСКОЙ МОЛОДЕЖИ» 11.10 «ПО СЛЕДУ ЗВЕРЯ» 12.10 «ПРЯМАЯ ЛИНИЯ» 12.40, 13.10 Х/Ф «ПОКУШЕНИЕ НА ГОЭЛРО», 3 С. 14.10 «ЗВЕЗДНАЯ ЖИЗНЬ» 15.10 Т/С «КАТИНА ЛЮБОВЬ-2» 16.10, 17.10 «ВСЕ БУДЕТ ХОРОШО» 18.00 «РЕЦЕПТ» 18.30 «СОБЫТИЯ УРФО» 19.00 ХОККЕЙ. «АВТОМОБИЛИСТ» - «АК БАРС» 21.00, 01.55, 04.05 «СОБЫТИЯ. ИТОГИ» 21.30 «НОВОСТИ ТАУ» 22.30, 01.30, 02.35, 04.50 ПАТРУЛЬНЫЙ УЧАСТОК 23.35 Х/Ф «ТРИДЦАТЬ ТРИ» 00.55, 03.05 «НОВОСТИ ТАУ» 04.05 «СОБЫТИЯ. ИТОГИ» 05.10 «ПО СЛЕДУ ЗВЕРЯ» <box>1338 187 1496 620</box>
issue-date: 2 Октября 2013 г. <box>1097 110 1283 137</box>
channel-logo: ТВЦ <box>994 157 1152 183</box>
channel-schedule: 6.00 «СПОРТИВНАЯ СРЕДА» 6.20, 9.00 НОВОСТИ 6.50, 9.45 СЛУЖБА СПАСЕНИЯ «СОВА» 7.00 «УТРЕННИЙ ЭКСПРЕСС» 9.30 «СТЕНД» 10.00 «MALINA.AM» 11.00 ОСТОРОЖНО, МОДЕРН! 12.00 ДЕТЕКТИВНЫЕ ИСТОРИИ 13.00 Т/С «ОДНАЖДЫ В МИЛИЦИИ» 14.00 «РАЗРУШИТЕЛИ МИФОВ» 15.00 «ПРОВЕРКА СЛУХА» 16.10 МУЛЬТФИЛЬМЫ 17.40 «ШКУРНЫЙ ВОПРОС» 18.00 Т/С «ЗОНА. ТЮРЕМНЫЙ РОМАН» 19.00, 20.30 НОВОСТИ 19.30, 23.30, 02.00 «СТЕНД» 19.45, 23.50 СЛУЖБА СПАСЕНИЯ «СОВА» 19.55 ДЕТЕКТИВНЫЕ ИСТОРИИ 21.00 Х/Ф «РАЗБОРЧИВЫЙ ЖЕНИХ» 23.00, 01.30 НОВОСТИ 00.00 «МЕЛЬНИЦА» 00.30 «MALINA.AM» 02.15 «A-ONE» <box>305 689 464 1073</box>
channel-schedule: 5.40, 7.00 МУЛЬТФИЛЬМЫ 6.30 «УДАЧНОЕ УТРО» 8.00 «ПОЛЕЗНОЕ УТРО» 8.40, 11.00 АНЕКДОТЫ 9.00 «ОБМЕН БЫТОВОЙ ТЕХНИКИ» 9.30 Х/Ф «РАССЛЕДОВАНИЕ» 12.00 «С.У.П.» 12.30 УЛЕТНЫЕ ЖИВОТНЫЕ 13.00 Т/С «ОПЕРА. ХРОНИКИ УБОЙНОГО ОТДЕЛА» 15.10 «УЛЕТНОЕ ВИДЕО» 16.00 ДОРОЖНЫЕ ВОЙНЫ 16.30 «ВНЕ ЗАКОНА» 18.00 «ИХ РАЗЫСКИВАЕТ ПОЛИЦИЯ» 18.30, 23.00, 03.55 АНЕКДОТЫ 19.00 УЛЕТНЫЕ ЖИВОТНЫЕ 19.30 «УЛЕТНОЕ ВИДЕО» 20.30 ДОРОЖНЫЕ ВОЙНЫ 22.00 КВН. ИГРАЮТ ВСЕ 23.30 УЛЕТНЫЕ ЖИВОТНЫЕ 00.30 «ГОЛЫЕ И СМЕШНЫЕ» (18+) 01.00 «УДАЧНАЯ НОЧЬ» 01.30 Х/Ф «РАССЛЕДОВАНИЕ» 03.00 «САМОЕ ВЫЗЫВАЮЩЕЕ ВИДЕО» <box>994 689 1151 1035</box>
channel-logo: ТВ3 <box>1338 1701 1496 1727</box>
channel-column <box>302 659 466 1140</box>
channel-schedule: 6.30 КАНАЛ «ЕВРОНЬЮС» 10.00 НОВОСТИ КУЛЬТУРЫ 10.20 Х/Ф «ЗЕМЛЯ В ПЛЕНУ» 11.50 ДОКУМ. ФИЛЬМ 12.55 ПИСЬМА ИЗ ПРОВИНЦИИ 13.25 Д/Ф «ФОРМУЛА СЧАСТЬЯ САУЛЮСА СОНДЕЦКИСА» 14.05 Т/С «ИДИОТ» 15.00 ЧЕРНЫЕ ДЫРЫ. БЕЛЫЕ ПЯТНА 15.40 НОВОСТИ КУЛЬТУРЫ 15.50 ДОКУМ. ФИЛЬМ 16.40 МОНОЛОГ В 4-Х ЧАСТЯХ: «ПАВЕЛ ЛУНГИН» 17.10 ЦАРСКАЯ ЛОЖА 17.55 ГЕНИИ И ЗЛОДЕИ 18.20 ВЕРДИ. ВИВАТ! 19.30 НОВОСТИ КУЛЬТУРЫ 19.45 ИСКАТЕЛИ 20.35 Х/Ф «ЗОВИТЕ ПОВИТУХУ. ГЛАВА 1», 5 И 6 СЕРИИ 22.25 ЛИНИЯ ЖИЗНИ 23.20 НОВОСТИ КУЛЬТУРЫ 23.40 Х/Ф «ПИОНОВАЯ БЕСЕДКА» 01.55 ИСКАТЕЛИ 02.40 ДОКУМ. ФИЛЬМ <box>650 1228 805 1599</box>
channel-schedule: 5.00 УТРО РОССИИ 8.55 МУСУЛЬМАНЕ 9.05 1000 МЕЛОЧЕЙ 9.45 О САМОМ ГЛАВНОМ 10.30 Т/С «КУЛАГИН И ПАРТНЕРЫ» 11.00, 14.00 ВЕСТИ 11.50 ДЕЖУРНАЯ ЧАСТЬ 12.00 Т/С «ТАЙНЫ СЛЕДСТВИЯ» 13.00 ОСОБЫЙ СЛУЧАЙ 14.50 ДЕЖУРНАЯ ЧАСТЬ 15.00 Т/С «ТАЙНЫ ИНСТИТУТА БЛАГОРОДНЫХ ДЕВИЦ» 16.00 Т/С «СЕМЕЙНЫЕ ОБСТОЯТЕЛЬСТВА» 17.00 ВЕСТИ 17.30 Т/С «ДЕТЕКТИВНОЕ АГЕНТСТВО «ИВАН-ДА-МАРЬЯ» 18.30 Т/С «СВАТЫ - 3» 19.40 ВЕСТИ 20.50 СПОКОЙНОЙ НОЧИ, МАЛЫШИ! 21.00 ХИТ 22.00 Т/С «СВАТЫ - 3» 00.00 Х/Ф «НЕОКОНЧЕННЫЙ УРОК» 02.00 ГОРЯЧАЯ ДЕСЯТКА 03.20 Т/С «ДЕВУШКА-СПЛЕТНИЦА - 5» (16+) 03.55 КОМНАТА СМЕХА <box>305 1228 454 1636</box>
friday-heading: пятница 11 октября <box>130 1148 1501 1192</box>
channel-logo: ЗВЕЗДА <box>1166 659 1324 685</box>
channel-column <box>646 157 811 652</box>
channel-column <box>818 1198 983 1694</box>
channel-schedule: 6.00 М/С «СМЕШАРИКИ» 6.15, 9.00 НОВОСТИ 6.45, 9.45, 19.25, 23.50 СЛУЖБА СПАСЕНИЯ «СОВА» 7.00 «УТРЕННИЙ ЭКСПРЕСС» 9.30 «СТЕНД» 10.00 «MALINA.AM» 11.00 Т/С «Я СЫЩИК» 15.00 «ПРОВЕРКА СЛУХА» 16.10 МУЛЬТФИЛЬМЫ 17.00 «В ГОСТЯХ У ДАЧИ» 17.20 «ПЯТЫЙ УГОЛ» 17.40 «КОМУ ОТЛИЧНЫЙ РЕМОНТ?» 18.00 «МОЯ ПРАВДА. СВЕТЛАНА ПЕРМЯКОВА» 19.00, 20.30 НОВОСТИ 19.30 «ЧТО ЭТО БЫЛО?» 20.00 «БЮРО ЖУРНАЛИСТСКИХ ИССЛЕДОВАНИЙ» 21.00 Х/Ф «ЕЛКИ-ПАЛКИ!» 23.00, 02.00 НОВОСТИ 23.30 «СПОРТИВНАЯ СРЕДА» 00.10 О ЛИЧНОМ И НАЛИЧНОМ 00.30 «MALINA.AM» 01.30 «А ЧТО ЭТО БЫЛО?» 02.30 «A-ONE» <box>305 1731 461 2090</box>
channel-schedule: 6.00 Д/С «АВТОМОБИЛИ В ПОГОНАХ» 7.00 Т/С «СЫЩИКИ - 5» (16+) 9.00 НОВОСТИ ДНЯ 9.15 Д/С «ВОЕННАЯ ФОРМА» 10.05 Т/С «АЛЕКСАНДРОВСКИЙ САД» (16+) 11.15 Х/Ф «СЛУЧАЙ В ТАЙГЕ» 13.00 НОВОСТИ ДНЯ 13.15 Д/Ф «БЕЗ СРОКА ДАВНОСТИ» 14.35 Х/Ф «ДВОЕ В НОВОМ ДОМЕ» 16.00 НОВОСТИ ДНЯ 16.25 Х/Ф «КОНТРУДАР» 18.00 НОВОСТИ ДНЯ 18.30 НАЦРЕЗЕРВ БДВ 20.05 Х/Ф «ЖИВЕТ ТАКОЙ ПАРЕНЬ» 22.00 НОВОСТИ ДНЯ 22.30 Х/Ф «СВОЙ СРЕДИ ЧУЖИХ, ЧУЖОЙ СРЕДИ СВОИХ» 00.25 Д/С «БИТВА ИМПЕРИЙ» 00.50 МИНИ-ФУТБОЛ. «ДИНАМО» - «ТЮМЕНЬ» 02.40 Х/Ф «ПРЕМИЯ» 04.20 Х/Ф «СЕМЬДЕСЯТ ДВА ГРАДУСА НИЖЕ НУЛЯ» <box>1166 1731 1320 2102</box>
channel-logo: НТВ <box>477 157 636 183</box>
channel-column <box>990 1198 1155 1694</box>
channel-column <box>1334 157 1499 652</box>
channel-column <box>990 157 1155 652</box>
channel-logo: 4 <box>305 659 464 685</box>
channel-logo: ТВ3 <box>1338 659 1496 685</box>
channel-schedule: 6.00 «НАСТРОЕНИЕ» 8.30 Х/Ф «ДОСТОЯНИЕ РЕСПУБЛИКИ» 11.10 «ПЕТРОВКА, 38» (16+) 11.30, 14.30 СОБЫТИЯ 11.50 «ДОМ ВВЕРХ ДНОМ» 12.55 Т/С «МЕТОД ЛАВРОВОЙ» 13.55 «ПОНЯТЬ. ПРОСТИТЬ» 14.50 ГОРОД НОВОСТЕЙ 15.30 Т/С «ОДИССЕЯ КАПИТАНА БЛАДА», 2 СЕРИЯ 16.55 «ДОКТОР И...» (16+) 17.30 СОБЫТИЯ 17.50 «СПЕШИТЕ ВИДЕТЬ!» 18.25 «ПРАВО ГОЛОСА» 19.30 ГОРОД НОВОСТЕЙ 19.45 «ПЕТРОВКА, 38» (16+) 20.00 Т/С «ЛИГОВКА» 22.20 ПРИЮТ КОМЕДИАНТОВ 00.15 Х/Ф «БАБНИК» (16+) 01.35 Т/С «МЫСЛИТЬ КАК ПРЕСТУПНИК» (16+) 02.30 Д/Ф «АДРЕНАЛИН» 04.05 «ЛИНИЯ ЗАЩИТЫ» (16+) <box>994 1228 1151 1537</box>
channel-column <box>1334 1198 1499 1694</box>
channel-logo: РОССИЯ К <box>650 1198 808 1224</box>
channel-logo: НТВ <box>477 1198 636 1224</box>
